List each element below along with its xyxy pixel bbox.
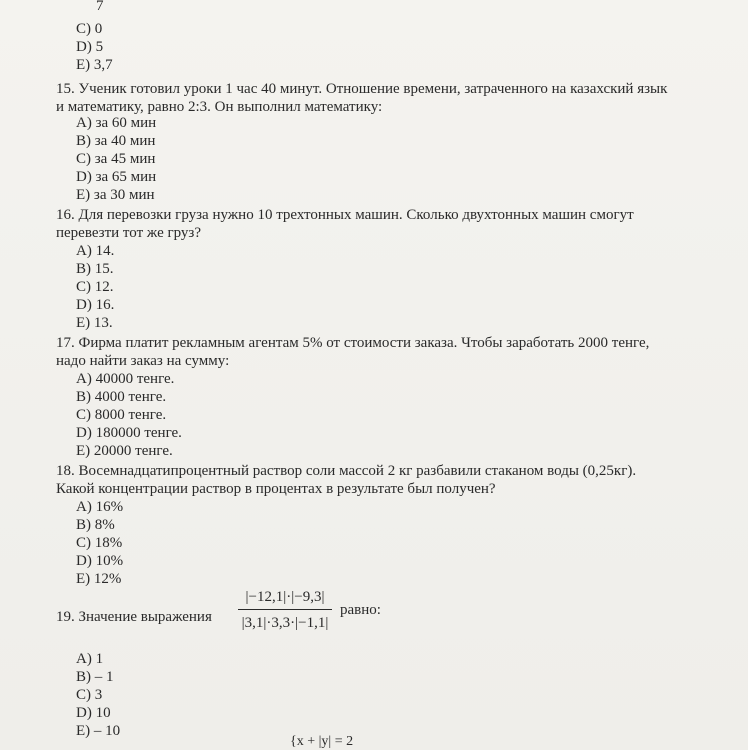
expression-fraction (236, 588, 334, 632)
q17-option-d: D) 180000 тенге. (76, 425, 182, 441)
question-15-line-1: 15. Ученик готовил уроки 1 час 40 минут. Отношение времени, затраченного на казахский язык (56, 81, 668, 97)
q18-option-e: E) 12% (76, 571, 122, 587)
q17-option-e: E) 20000 тенге. (76, 443, 173, 459)
question-17-line-2: надо найти заказ на сумму: (56, 353, 230, 369)
q18-option-b: B) 8% (76, 517, 115, 533)
q19-option-d: D) 10 (76, 705, 111, 721)
q19-option-a: A) 1 (76, 651, 104, 667)
question-17-line-1: 17. Фирма платит рекламным агентам 5% от стоимости заказа. Чтобы заработать 2000 тенге, (56, 335, 650, 351)
q18-option-a: A) 16% (76, 499, 124, 515)
option-prev-e: E) 3,7 (76, 57, 113, 73)
q19-option-c: C) 3 (76, 687, 103, 703)
question-18-line-2: Какой концентрации раствор в процентах в результате был получен? (56, 481, 496, 497)
q16-option-c: C) 12. (76, 279, 114, 295)
q16-option-e: E) 13. (76, 315, 113, 331)
question-16-line-2: перевезти тот же груз? (56, 225, 202, 241)
q15-option-c: C) за 45 мин (76, 151, 156, 167)
q18-option-c: C) 18% (76, 535, 123, 551)
q15-option-b: B) за 40 мин (76, 133, 156, 149)
q16-option-a: A) 14. (76, 243, 115, 259)
question-18-line-1: 18. Восемнадцатипроцентный раствор соли массой 2 кг разбавили стаканом воды (0,25кг). (56, 463, 637, 479)
q17-option-b: B) 4000 тенге. (76, 389, 167, 405)
question-19-suffix: равно: (340, 602, 381, 618)
question-19-prefix: 19. Значение выражения (56, 609, 212, 625)
q18-option-d: D) 10% (76, 553, 124, 569)
fraction-numerator: |−12,1|·|−9,3| (245, 589, 325, 605)
q19-option-e: E) – 10 (76, 723, 121, 739)
question-15-line-2: и математику, равно 2:3. Он выполнил математику: (56, 99, 383, 115)
q15-option-e: E) за 30 мин (76, 187, 155, 203)
option-prev-c: C) 0 (76, 21, 103, 37)
q16-option-d: D) 16. (76, 297, 115, 313)
fraction-denominator: |3,1|·3,3·|−1,1| (241, 615, 329, 631)
next-question-equation-fragment: {x + |y| = 2 (290, 734, 354, 749)
q15-option-a: A) за 60 мин (76, 115, 157, 131)
option-prev-d: D) 5 (76, 39, 104, 55)
q15-option-d: D) за 65 мин (76, 169, 157, 185)
question-16-line-1: 16. Для перевозки груза нужно 10 трехтонных машин. Сколько двухтонных машин смогут (56, 207, 634, 223)
q16-option-b: B) 15. (76, 261, 114, 277)
q19-option-b: B) – 1 (76, 669, 114, 685)
cut-off-fraction-digit: 7 (96, 0, 104, 14)
q17-option-c: C) 8000 тенге. (76, 407, 167, 423)
q17-option-a: A) 40000 тенге. (76, 371, 175, 387)
